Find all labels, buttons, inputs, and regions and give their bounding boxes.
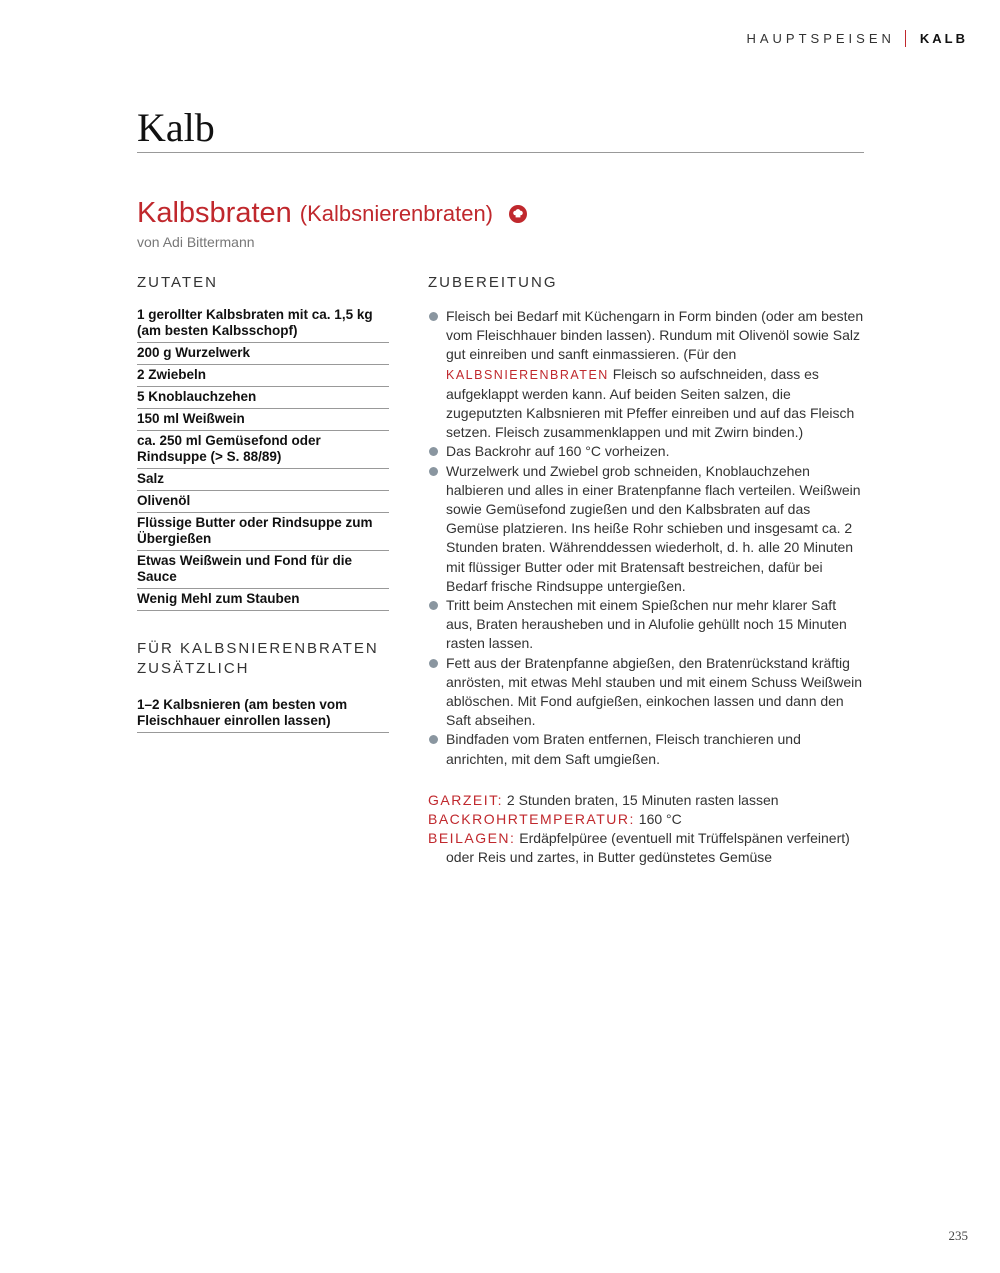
- preparation-steps: [428, 307, 864, 769]
- ingredient-item: Wenig Mehl zum Stauben: [137, 589, 389, 611]
- page-title: Kalb: [137, 105, 215, 150]
- preparation-column: [428, 274, 864, 868]
- extra-ingredients-heading: FÜR KALBSNIERENBRATEN ZUSÄTZLICH: [137, 640, 379, 677]
- ingredients-list: [137, 307, 389, 611]
- step-item: [428, 654, 864, 731]
- cook-time: [428, 791, 864, 810]
- ingredient-item: Olivenöl: [137, 491, 389, 513]
- recipe-subtitle: (Kalbsnierenbraten): [299, 200, 494, 226]
- side-dishes-value: Erdäpfelpüree (eventuell mit Trüffelspänen verfeinert): [515, 830, 850, 847]
- extra-ingredients-list: [137, 697, 389, 733]
- recipe-title: [137, 197, 527, 230]
- step-highlight: KALBSNIERENBRATEN: [446, 367, 609, 382]
- cook-time-value: 2 Stunden braten, 15 Minuten rasten lassen: [503, 791, 779, 808]
- ingredient-item: 200 g Wurzelwerk: [137, 343, 389, 365]
- step-text: Tritt beim Anstechen mit einem Spießchen nur mehr klarer Saft aus, Braten herausheben und in Alufolie gehüllt noch 15 Minuten rasten lassen.: [446, 597, 847, 652]
- cook-time-label: GARZEIT:: [428, 791, 504, 808]
- ingredient-item: 150 ml Weißwein: [137, 409, 389, 431]
- ingredient-item: Flüssige Butter oder Rindsuppe zum Übergießen: [137, 513, 389, 551]
- side-dishes: [428, 829, 864, 848]
- step-text: Fett aus der Bratenpfanne abgießen, den Bratenrückstand kräftig anrösten, mit etwas Mehl stauben und mit einem Schuss Weißwein ablöschen. Mit Fond aufgießen, einkochen lassen und dann den Saft abseihen.: [446, 654, 863, 729]
- ingredient-item: Salz: [137, 469, 389, 491]
- step-item: [428, 462, 864, 596]
- bullet-icon: [429, 467, 438, 476]
- step-item: [428, 730, 864, 768]
- bullet-icon: [429, 735, 438, 744]
- recipe-meta: [428, 791, 864, 868]
- step-item: [428, 596, 864, 654]
- side-dishes-label: BEILAGEN:: [428, 830, 516, 847]
- header-divider: [905, 30, 906, 47]
- ingredients-heading: ZUTATEN: [137, 274, 218, 291]
- step-item: [428, 442, 864, 461]
- step-text: Fleisch so aufschneiden, dass es aufgeklappt werden kann. Auf beiden Seiten salzen, die zugeputzten Kalbsnieren mit Pfeffer einreiben und auf das Fleisch setzen. Fleisch zusammenklappen und mit Zwirn binden.): [446, 365, 855, 441]
- recipe-name: Kalbsbraten: [137, 197, 292, 229]
- oven-temperature-label: BACKROHRTEMPERATUR:: [428, 811, 635, 828]
- step-text: Fleisch bei Bedarf mit Küchengarn in Form binden (oder am besten vom Fleischhauer binden lassen). Rundum mit Olivenöl sowie Salz gut einreiben und sanft einmassieren. (Für den: [446, 308, 864, 363]
- ingredient-item: 1–2 Kalbsnieren (am besten vom Fleischhauer einrollen lassen): [137, 697, 389, 733]
- step-text: Wurzelwerk und Zwiebel grob schneiden, Knoblauchzehen halbieren und alles in einer Bratenpfanne flach verteilen. Weißwein sowie Gemüsefond zugießen und den Kalbsbraten auf das Gemüse platzieren. Ins heiße Rohr schieben und insgesamt ca. 2 Stunden braten. Währenddessen wiederholt, d. h. alle 20 Minuten mit flüssiger Butter oder mit Bratensaft bestreichen, dafür bei Bedarf frische Rindsuppe untergießen.: [446, 462, 861, 594]
- step-item: [428, 307, 864, 442]
- header-section: HAUPTSPEISEN: [746, 31, 895, 46]
- page-number: 235: [948, 1228, 968, 1243]
- ingredient-item: 5 Knoblauchzehen: [137, 387, 389, 409]
- ingredient-item: Etwas Weißwein und Fond für die Sauce: [137, 551, 389, 589]
- running-header: [746, 30, 968, 47]
- step-text: Das Backrohr auf 160 °C vorheizen.: [446, 443, 670, 460]
- ingredients-column: [137, 274, 389, 733]
- bullet-icon: [429, 601, 438, 610]
- bullet-icon: [429, 447, 438, 456]
- ingredient-item: ca. 250 ml Gemüsefond oder Rindsuppe (> S. 88/89): [137, 431, 389, 469]
- header-current: KALB: [919, 31, 968, 46]
- ingredient-item: 1 gerollter Kalbsbraten mit ca. 1,5 kg (am besten Kalbsschopf): [137, 307, 389, 343]
- recipe-author: von Adi Bittermann: [137, 234, 255, 250]
- ingredient-item: 2 Zwiebeln: [137, 365, 389, 387]
- oven-temperature: [428, 810, 864, 829]
- oven-temperature-value: 160 °C: [634, 811, 682, 828]
- step-text: Bindfaden vom Braten entfernen, Fleisch tranchieren und anrichten, mit dem Saft umgießen.: [446, 731, 801, 767]
- bullet-icon: [429, 659, 438, 668]
- title-rule: [137, 152, 864, 153]
- side-dishes-continued: oder Reis und zartes, in Butter gedünstetes Gemüse: [446, 849, 773, 866]
- bullet-icon: [429, 312, 438, 321]
- preparation-heading: ZUBEREITUNG: [428, 274, 558, 291]
- chef-hat-icon: [509, 205, 527, 223]
